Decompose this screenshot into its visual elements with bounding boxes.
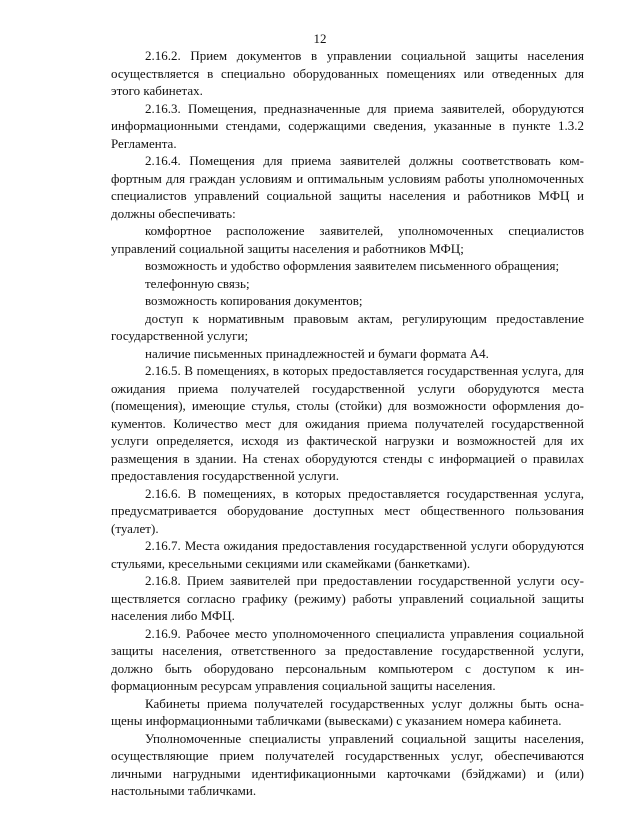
- paragraph-2-16-7: 2.16.7. Места ожидания предоставления государственной услуги оборудуются стульями, кресельными секциями или скамейками (банкетками).: [111, 538, 584, 571]
- list-item-legal-acts-access: доступ к нормативным правовым актам, регулирующим предоставление государственной услуги;: [111, 310, 584, 343]
- list-item-stationery: наличие письменных принадлежностей и бумаги формата А4.: [145, 345, 489, 361]
- paragraph-2-16-2: 2.16.2. Прием документов в управлении социальной защиты населения осуществляется в специально оборудованных помещениях или отведенных для этого кабинетах.: [111, 48, 584, 98]
- list-item-comfortable-placement: комфортное расположение заявителей, уполномоченных специалистов управлений социальной защиты населения и работников МФЦ;: [111, 223, 584, 256]
- paragraph-office-signs: Кабинеты приема получателей государственных услуг должны быть оснащены информационными табличками (вывесками) с указанием номера кабинета.: [111, 695, 584, 728]
- list-item-written-appeal: возможность и удобство оформления заявителем письменного обращения;: [145, 258, 560, 273]
- list-item-telephone: телефонную связь;: [145, 275, 250, 291]
- paragraph-2-16-6: 2.16.6. В помещениях, в которых предоставляется государственная услуга, предусматривается оборудование доступных мест общественного пользования (туалет).: [111, 485, 584, 536]
- list-item-copying: возможность копирования документов;: [145, 293, 363, 308]
- paragraph-2-16-9: 2.16.9. Рабочее место уполномоченного специалиста управления социальной защиты населения, ответственного за предоставление государственной услуги, должно быть оборудовано персональным компьютером с доступом к информационным ресурсам управления социальной защиты населения.: [111, 625, 584, 693]
- paragraph-badges: Уполномоченные специалисты управлений социальной защиты населения, осуществляющие прием получателей государственных услуг, обеспечиваются личными нагрудными идентификационными карточками (бэйджами) и (или) настольными табличками.: [111, 730, 584, 798]
- paragraph-2-16-4: 2.16.4. Помещения для приема заявителей должны соответствовать комфортным для граждан условиям и оптимальным условиям работы уполномоченных специалистов управлений социальной защиты населения и работников МФЦ и должны обеспечивать:: [111, 153, 584, 221]
- paragraph-2-16-3: 2.16.3. Помещения, предназначенные для приема заявителей, оборудуются информационными стендами, содержащими сведения, указанные в пункте 1.3.2 Регламента.: [111, 100, 584, 151]
- document-body: [111, 47, 584, 800]
- page-number: 12: [313, 31, 327, 46]
- paragraph-2-16-5: 2.16.5. В помещениях, в которых предоставляется государственная услуга, для ожидания приема получателей государственной услуги оборудуются места (помещения), имеющие стулья, столы (стойки) для возможности оформления документов. Количество мест для ожидания приема получателей государственной услуги определяется, исходя из фактической нагрузки и возможностей для их размещения в здании. На стенах оборудуются стенды с информацией о правилах предоставления государственной услуги.: [111, 363, 584, 483]
- paragraph-2-16-8: 2.16.8. Прием заявителей при предоставлении государственной услуги осуществляется согласно графику (режиму) работы управлений социальной защиты населения либо МФЦ.: [111, 573, 584, 623]
